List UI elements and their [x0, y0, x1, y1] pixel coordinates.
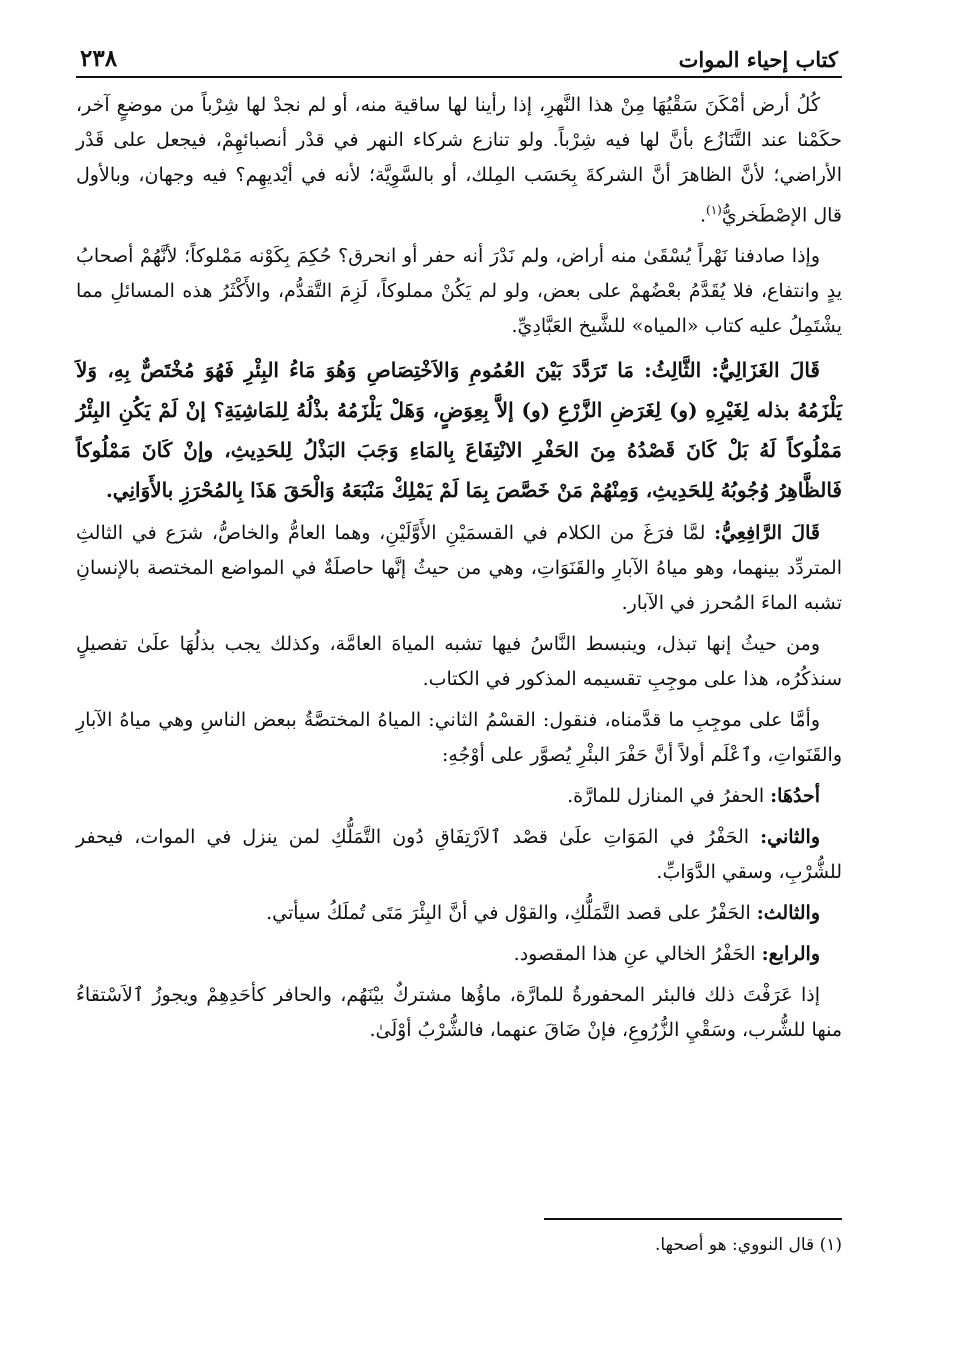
list-item-label: والثالث:: [756, 902, 820, 925]
paragraph-ghazali: قَالَ الغَزَالِيُّ: الثَّالِثُ: مَا تَرَدَّدَ بَيْنَ العُمُومِ وَالاَخْتِصَاصِ وَهُوَ مَاءُ البِئْرِ فَهُوَ مُخْتَصٌّ بِهِ، وَلاَ يَلْزَمُهُ بذله لِغَيْرِهِ (و) لِغَرَضِ الزَّرْعِ (و) إلاَّ بِعِوَضٍ، وَهَلْ يَلْزَمُهُ بذْلُهُ لِلمَاشِيَةِ؟ إنْ لَمْ يَكُنِ البِئْرُ مَمْلُوكاً لَهُ بَلْ كَانَ قَصْدُهُ مِنَ الحَفْرِ الانْتِفَاعَ بِالمَاءِ وَجَبَ البَذْلُ لِلحَدِيثِ، وإنْ كَانَ مَمْلُوكاً فَالظَّاهِرُ وُجُوبُهُ لِلحَدِيثِ، وَمِنْهُمْ مَنْ خَصَّصَ بِمَا لَمْ يَمْلِكْ مَنْبَعَهُ وَالْحَقَ هَذَا بِالمُحْرَزِ بالأَوَانِي.: [76, 358, 842, 503]
list-item-label: والرابع:: [761, 943, 820, 966]
list-item-first: [76, 779, 842, 814]
running-title: كتاب إحياء الموات: [678, 47, 838, 72]
paragraph-11: إذا عَرَفْتَ ذلك فالبئر المحفورةُ للمارَّة، ماؤُها مشتركٌ بيْنَهُم، والحافر كأحَدِهِمْ ويجوزُ ٱلاَسْتقاءُ منها للشُّرب، وسَقْيِ الزُّرُوعِ، فإنْ ضَاقَ عنهما، فالشُّرْبُ أوْلَىٰ.: [76, 984, 842, 1042]
list-item-fourth: [76, 937, 842, 972]
paragraph-1-text: كُلُ أرض أمْكَنَ سَقْيُهَا مِنْ هذا النَّهرِ، إذا رأينا لها ساقية منه، أو لم نجدْ لها شِرْباً من موضعٍ آخر، حكَمْنا عند التَّنَازُع بأنَّ لها فيه شِرْباً. ولو تنازع شركاء النهر في قدْر أنصبائهِمْ، فيجعل على قَدْر الأراضي؛ لأنَّ الظاهرَ أنَّ الشركةَ بِحَسَب المِلك، أو بالسَّوِيَّة؛ لأنه في أيْديهِم؟ فيه وجهان، وبالأول قال الإصْطَخريُّ: [76, 94, 842, 227]
list-item-text: الحَفْرُ الخالي عنِ هذا المقصود.: [513, 943, 762, 966]
footnote-divider: [544, 1218, 842, 1220]
list-item-label: والثاني:: [760, 826, 820, 849]
paragraph-6: وأمَّا على موجِبِ ما قدَّمناه، فنقول: القسْمُ الثاني: المياهُ المختصَّةُ ببعض الناسِ وهي مياهُ الآبارِ والقَنَواتِ، وٱعْلَم أولاً أنَّ حَفْرَ البئْرِ يُصوَّر على أوْجُهِ:: [76, 709, 842, 767]
speaker-label: قَالَ الرَّافِعِيُّ:: [714, 522, 820, 545]
list-item-second: [76, 820, 842, 890]
footnote-number: (١): [819, 1235, 842, 1255]
paragraph-1: [76, 88, 842, 233]
list-item-text: الحَفْرُ على قصد التَّمَلُّكِ، والقوْل في أنَّ البِئْرَ مَتَى تُملَكُ سيأتي.: [266, 902, 757, 925]
list-item-third: [76, 896, 842, 931]
footnote-text: قال النووي: هو أصحها.: [654, 1235, 815, 1255]
list-item-text: الحفرُ في المنازل للمارَّة.: [567, 785, 771, 808]
page-number: ٢٣٨: [80, 45, 118, 72]
running-header: [76, 36, 842, 78]
paragraph-rafii: [76, 516, 842, 621]
list-item-text: الحَفْرُ في المَوَاتِ علَىٰ قصْد ٱلاَرْتِفَاقِ دُون التَّمَلُّكِ لمن ينزل في الموات، فيحفر للشُّرْبِ، وسقي الدَّوَابِّ.: [76, 826, 842, 884]
footnote: [442, 1232, 842, 1258]
footnote-ref[interactable]: (١): [706, 203, 722, 217]
list-item-label: أحدُهَا:: [770, 785, 820, 808]
main-text: [76, 88, 842, 1048]
paragraph-2: وإذا صادفنا نَهْراً يُسْقَىٰ منه أراض، ولم نَدْرَ أنه حفر أو انحرق؟ حُكِمَ بِكَوْنه مَمْلوكاً؛ لأنَّهُمْ أصحابُ يدٍ وانتفاع، فلا يُقَدَّمُ بعْضُهمْ على بعض، ولو لم يَكُنْ مملوكاً، لَزِمَ التَّقدُّم، والأَكْثَرُ هذه المسائلِ مما يشْتَمِلُ عليه كتاب «المياه» للشَّيخ العَبَّادِيِّ.: [76, 245, 842, 338]
paragraph-1-end: .: [699, 204, 706, 227]
paragraph-5: ومن حيثُ إنها تبذل، وينبسط النَّاسُ فيها تشبه المياهَ العامَّة، وكذلك يجب بذلُهَا علَىٰ تفصيلٍ سنذكُرُه، هذا على موجِبِ تقسيمه المذكور في الكتاب.: [76, 633, 842, 691]
page: [76, 36, 842, 1054]
paragraph-rafii-text: لمَّا فرَغَ من الكلام في القسمَيْنِ الأَوَّلَيْنِ، وهما العامُّ والخاصُّ، شرَع في الثالثِ المتردِّد بينهما، وهو مياهُ الآبارِ والقَنَوَاتِ، وهي من حيثُ إنَّها حاصلَةٌ في المواضع المختصة بالإنسانِ تشبه الماءَ المُحرز في الآبار.: [76, 522, 842, 615]
